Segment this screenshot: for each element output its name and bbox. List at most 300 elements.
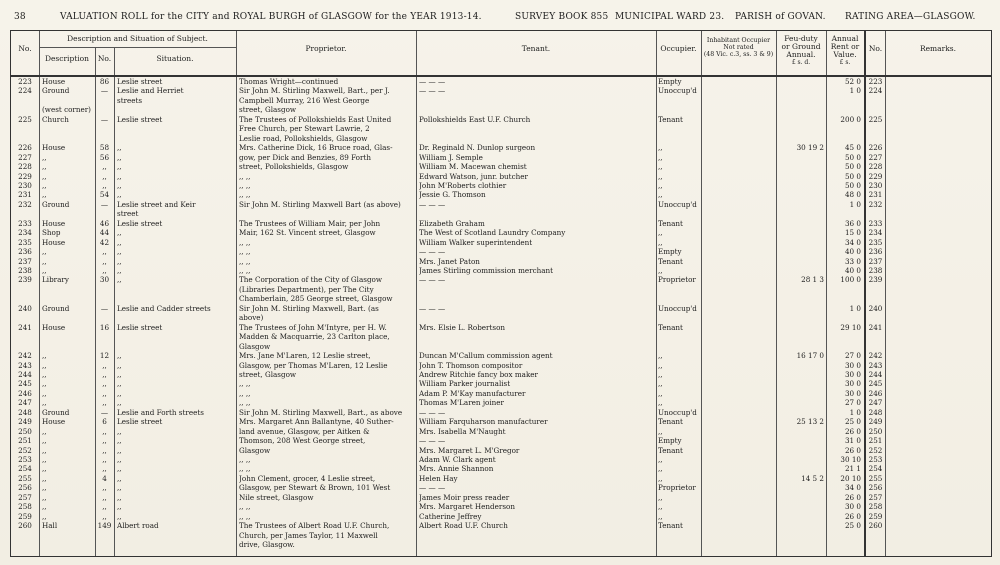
cell-entry-number-right: 247 xyxy=(868,398,883,408)
cell-house-number: 54 xyxy=(99,190,110,200)
cell-annual-value: 50 0 xyxy=(844,171,861,181)
cell-tenant: James Moir press reader xyxy=(419,492,510,502)
cell-house-number: ,, xyxy=(102,256,107,266)
cell-annual-value: 50 0 xyxy=(844,152,861,162)
cell-description: House xyxy=(42,237,66,247)
cell-tenant: — — — xyxy=(419,436,446,446)
cell-proprietor: Glasgow, per Stewart & Brown, 101 West xyxy=(239,483,391,493)
cell-annual-value: 30 0 xyxy=(844,502,861,512)
cell-annual-value: 30 10 xyxy=(840,455,861,464)
cell-proprietor: John Clement, grocer, 4 Leslie street, xyxy=(239,473,376,483)
cell-situation: ,, xyxy=(117,351,122,361)
table-row xyxy=(11,124,991,133)
cell-tenant: Mrs. Margaret L. M'Gregor xyxy=(419,445,520,455)
table-row xyxy=(11,181,991,190)
table-row xyxy=(11,540,991,549)
cell-house-number: — xyxy=(100,199,109,209)
cell-description: ,, xyxy=(42,256,47,266)
table-row xyxy=(11,228,991,237)
cell-description: ,, xyxy=(42,247,47,257)
cell-entry-number: 258 xyxy=(18,502,32,512)
cell-proprietor: ,, ,, xyxy=(239,190,251,200)
cell-tenant: William J. Semple xyxy=(419,152,483,162)
cell-situation: ,, xyxy=(117,473,122,483)
cell-entry-number-right: 260 xyxy=(868,521,883,531)
cell-house-number: — xyxy=(100,86,109,96)
cell-entry-number: 237 xyxy=(18,256,32,266)
cell-occupier: ,, xyxy=(658,369,663,379)
cell-proprietor: Glasgow xyxy=(239,341,271,351)
cell-proprietor: ,, ,, xyxy=(239,237,251,247)
cell-entry-number: 254 xyxy=(18,464,32,474)
cell-entry-number-right: 244 xyxy=(868,369,883,379)
cell-proprietor: ,, ,, xyxy=(239,511,251,521)
table-row xyxy=(11,96,991,105)
cell-situation: Leslie street xyxy=(117,218,163,228)
cell-tenant: John T. Thomson compositor xyxy=(419,360,523,370)
cell-entry-number: 238 xyxy=(18,266,32,275)
cell-description: House xyxy=(42,417,66,427)
cell-entry-number: 245 xyxy=(18,379,32,389)
cell-situation: ,, xyxy=(117,502,122,512)
cell-tenant: Elizabeth Graham xyxy=(419,218,485,228)
cell-house-number: 42 xyxy=(99,237,110,247)
cell-situation: ,, xyxy=(117,171,122,181)
cell-proprietor: Sir John M. Stirling Maxwell Bart (as above) xyxy=(239,199,401,209)
cell-occupier: Tenant xyxy=(658,322,683,332)
cell-entry-number: 228 xyxy=(18,162,32,172)
cell-occupier: Tenant xyxy=(658,218,683,228)
cell-description: Ground xyxy=(42,199,70,209)
cell-description: ,, xyxy=(42,398,47,408)
cell-entry-number: 225 xyxy=(18,114,32,124)
page-title: VALUATION ROLL for the CITY and ROYAL BURGH of GLASGOW for the YEAR 1913-14. xyxy=(60,12,482,22)
cell-house-number: ,, xyxy=(102,162,107,172)
cell-annual-value: 1 0 xyxy=(849,303,861,313)
cell-situation: ,, xyxy=(117,275,122,285)
cell-entry-number: 234 xyxy=(18,228,32,238)
cell-entry-number-right: 232 xyxy=(868,199,883,209)
cell-description: ,, xyxy=(42,379,47,389)
cell-description: ,, xyxy=(42,171,47,181)
cell-house-number: ,, xyxy=(102,180,107,190)
cell-situation: ,, xyxy=(117,190,122,200)
survey-book: SURVEY BOOK 855 xyxy=(515,12,609,22)
cell-annual-value: 29 10 xyxy=(840,322,861,332)
cell-tenant: Albert Road U.F. Church xyxy=(419,521,508,531)
cell-house-number: ,, xyxy=(102,247,107,257)
page-number: 38 xyxy=(14,12,26,22)
cell-occupier: Tenant xyxy=(658,256,683,266)
cell-entry-number: 260 xyxy=(18,521,32,531)
cell-entry-number: 243 xyxy=(18,360,32,370)
cell-entry-number-right: 253 xyxy=(868,455,883,464)
cell-occupier: ,, xyxy=(658,266,663,275)
cell-annual-value: 40 0 xyxy=(844,247,861,257)
cell-proprietor: ,, ,, xyxy=(239,398,251,408)
cell-house-number: 56 xyxy=(99,152,110,162)
cell-situation: ,, xyxy=(117,228,122,238)
cell-tenant: Mrs. Janet Paton xyxy=(419,256,480,266)
rating-area: RATING AREA—GLASGOW. xyxy=(845,12,976,22)
table-row xyxy=(11,474,991,483)
cell-entry-number-right: 225 xyxy=(868,114,883,124)
cell-situation: ,, xyxy=(117,492,122,502)
cell-entry-number-right: 257 xyxy=(868,492,883,502)
cell-situation: Albert road xyxy=(117,521,159,531)
cell-entry-number-right: 251 xyxy=(868,436,883,446)
table-row xyxy=(11,332,991,341)
cell-entry-number: 227 xyxy=(18,152,32,162)
cell-annual-value: 1 0 xyxy=(849,407,861,417)
cell-house-number: 58 xyxy=(99,143,110,153)
cell-description: Hall xyxy=(42,521,58,531)
cell-proprietor: The Trustees of William Mair, per John xyxy=(239,218,381,228)
cell-house-number: ,, xyxy=(102,464,107,474)
cell-proprietor: ,, ,, xyxy=(239,256,251,266)
cell-proprietor: ,, ,, xyxy=(239,464,251,474)
cell-house-number: ,, xyxy=(102,426,107,436)
cell-proprietor: ,, ,, xyxy=(239,266,251,275)
cell-feu-duty: 16 17 0 xyxy=(796,351,824,361)
cell-house-number: 44 xyxy=(99,228,110,238)
cell-tenant: — — — xyxy=(419,483,446,493)
cell-annual-value: 31 0 xyxy=(844,436,861,446)
cell-proprietor: Sir John M. Stirling Maxwell, Bart. (as xyxy=(239,303,379,313)
cell-proprietor: Mrs. Jane M'Laren, 12 Leslie street, xyxy=(239,351,371,361)
cell-entry-number: 231 xyxy=(18,190,32,200)
cell-house-number: ,, xyxy=(102,511,107,521)
cell-description: ,, xyxy=(42,152,47,162)
cell-house-number: ,, xyxy=(102,388,107,398)
cell-house-number: ,, xyxy=(102,171,107,181)
cell-tenant: Adam W. Clark agent xyxy=(419,455,496,464)
cell-entry-number-right: 234 xyxy=(868,228,883,238)
cell-situation: ,, xyxy=(117,436,122,446)
cell-situation: ,, xyxy=(117,237,122,247)
cell-entry-number: 230 xyxy=(18,180,32,190)
cell-proprietor: Glasgow, per Thomas M'Laren, 12 Leslie xyxy=(239,360,388,370)
cell-house-number: ,, xyxy=(102,436,107,446)
cell-situation: Leslie and Herriet xyxy=(117,86,184,96)
cell-occupier: ,, xyxy=(658,171,663,181)
cell-proprietor: ,, ,, xyxy=(239,388,251,398)
cell-proprietor: Madden & Macquarrie, 23 Carlton place, xyxy=(239,332,390,342)
cell-annual-value: 40 0 xyxy=(844,266,861,275)
cell-situation: ,, xyxy=(117,152,122,162)
cell-occupier: ,, xyxy=(658,502,663,512)
cell-proprietor: ,, ,, xyxy=(239,502,251,512)
cell-annual-value: 1 0 xyxy=(849,199,861,209)
table-row xyxy=(11,304,991,313)
cell-house-number: 30 xyxy=(99,275,110,285)
cell-proprietor: Sir John M. Stirling Maxwell, Bart., as above xyxy=(239,407,403,417)
cell-tenant: Mrs. Annie Shannon xyxy=(419,464,494,474)
cell-house-number: — xyxy=(100,407,109,417)
table-row xyxy=(11,313,991,322)
table-row xyxy=(11,266,991,275)
cell-feu-duty: 14 5 2 xyxy=(801,473,824,483)
cell-situation: streets xyxy=(117,95,143,105)
cell-annual-value: 34 0 xyxy=(844,483,861,493)
cell-annual-value: 26 0 xyxy=(844,492,861,502)
table-row xyxy=(11,323,991,332)
table-row xyxy=(11,86,991,95)
cell-tenant: William M. Macewan chemist xyxy=(419,162,527,172)
cell-annual-value: 26 0 xyxy=(844,511,861,521)
cell-occupier: ,, xyxy=(658,492,663,502)
cell-entry-number: 259 xyxy=(18,511,32,521)
cell-entry-number-right: 236 xyxy=(868,247,883,257)
cell-annual-value: 1 0 xyxy=(849,86,861,96)
table-row xyxy=(11,219,991,228)
cell-annual-value: 45 0 xyxy=(844,143,861,153)
cell-description: ,, xyxy=(42,511,47,521)
cell-tenant: William Walker superintendent xyxy=(419,237,533,247)
cell-situation: ,, xyxy=(117,388,122,398)
cell-situation: Leslie street xyxy=(117,322,163,332)
cell-house-number: ,, xyxy=(102,502,107,512)
cell-occupier: Proprietor xyxy=(658,275,696,285)
running-head xyxy=(0,10,1000,26)
cell-annual-value: 30 0 xyxy=(844,388,861,398)
cell-tenant: The West of Scotland Laundry Company xyxy=(419,228,566,238)
cell-tenant: Mrs. Isabella M'Naught xyxy=(419,426,506,436)
table-row xyxy=(11,143,991,152)
cell-description: ,, xyxy=(42,483,47,493)
cell-house-number: — xyxy=(100,303,109,313)
table-row xyxy=(11,247,991,256)
cell-entry-number: 223 xyxy=(18,77,32,86)
col-header-desc-group: Description and Situation of Subject. xyxy=(67,34,208,43)
table-row xyxy=(11,351,991,360)
cell-entry-number: 247 xyxy=(18,398,32,408)
cell-tenant: Duncan M'Callum commission agent xyxy=(419,351,553,361)
parish: PARISH of GOVAN. xyxy=(735,12,826,22)
cell-description: ,, xyxy=(42,426,47,436)
cell-situation: ,, xyxy=(117,162,122,172)
cell-situation: ,, xyxy=(117,426,122,436)
cell-description: (west corner) xyxy=(42,105,91,115)
cell-proprietor: Church, per James Taylor, 11 Maxwell xyxy=(239,530,378,540)
cell-house-number: ,, xyxy=(102,360,107,370)
cell-description: ,, xyxy=(42,190,47,200)
cell-entry-number-right: 259 xyxy=(868,511,883,521)
cell-entry-number: 248 xyxy=(18,407,32,417)
cell-house-number: ,, xyxy=(102,379,107,389)
table-row xyxy=(11,275,991,284)
table-row xyxy=(11,361,991,370)
cell-situation: ,, xyxy=(117,143,122,153)
cell-description: Church xyxy=(42,114,69,124)
col-header-tenant: Tenant. xyxy=(521,44,551,53)
cell-tenant: Catherine Jeffrey xyxy=(419,511,482,521)
cell-description: Ground xyxy=(42,86,70,96)
cell-description: ,, xyxy=(42,162,47,172)
cell-annual-value: 27 0 xyxy=(844,351,861,361)
table-row xyxy=(11,209,991,218)
table-row xyxy=(11,294,991,303)
cell-proprietor: ,, ,, xyxy=(239,180,251,190)
table-row xyxy=(11,105,991,114)
cell-proprietor: The Trustees of Albert Road U.F. Church, xyxy=(239,521,390,531)
cell-entry-number: 244 xyxy=(18,369,32,379)
cell-entry-number: 235 xyxy=(18,237,32,247)
cell-house-number: 16 xyxy=(99,322,110,332)
cell-house-number: ,, xyxy=(102,369,107,379)
cell-description: ,, xyxy=(42,455,47,464)
cell-annual-value: 25 0 xyxy=(844,521,861,531)
cell-occupier: ,, xyxy=(658,426,663,436)
table-row xyxy=(11,446,991,455)
cell-annual-value: 50 0 xyxy=(844,180,861,190)
cell-proprietor: Campbell Murray, 216 West George xyxy=(239,95,370,105)
cell-annual-value: 33 0 xyxy=(844,256,861,266)
cell-entry-number: 249 xyxy=(18,417,32,427)
cell-entry-number: 252 xyxy=(18,445,32,455)
cell-occupier: Unoccup'd xyxy=(658,199,697,209)
cell-entry-number-right: 245 xyxy=(868,379,883,389)
col-header-no: No. xyxy=(18,44,32,53)
cell-tenant: Adam P. M'Kay manufacturer xyxy=(419,388,526,398)
cell-entry-number-right: 258 xyxy=(868,502,883,512)
cell-tenant: Thomas M'Laren joiner xyxy=(419,398,504,408)
cell-feu-duty: 25 13 2 xyxy=(796,417,824,427)
cell-occupier: ,, xyxy=(658,228,663,238)
cell-tenant: — — — xyxy=(419,275,446,285)
cell-situation: ,, xyxy=(117,369,122,379)
cell-occupier: Tenant xyxy=(658,445,683,455)
cell-entry-number-right: 233 xyxy=(868,218,883,228)
table-row xyxy=(11,257,991,266)
cell-house-number: ,, xyxy=(102,483,107,493)
cell-tenant: Jessie G. Thomson xyxy=(419,190,486,200)
cell-annual-value: 26 0 xyxy=(844,445,861,455)
cell-occupier: Unoccup'd xyxy=(658,86,697,96)
cell-description: Shop xyxy=(42,228,61,238)
cell-description: ,, xyxy=(42,502,47,512)
cell-description: ,, xyxy=(42,369,47,379)
cell-proprietor: The Corporation of the City of Glasgow xyxy=(239,275,383,285)
cell-occupier: Empty xyxy=(658,436,682,446)
cell-entry-number: 256 xyxy=(18,483,32,493)
cell-proprietor: street, Glasgow xyxy=(239,105,297,115)
cell-entry-number-right: 237 xyxy=(868,256,883,266)
cell-tenant: Edward Watson, junr. butcher xyxy=(419,171,528,181)
cell-entry-number: 239 xyxy=(18,275,32,285)
cell-occupier: Unoccup'd xyxy=(658,303,697,313)
cell-house-number: — xyxy=(100,114,109,124)
cell-occupier: ,, xyxy=(658,388,663,398)
cell-entry-number: 229 xyxy=(18,171,32,181)
cell-proprietor: Mrs. Margaret Ann Ballantyne, 40 Suther- xyxy=(239,417,394,427)
col-header-description: Description xyxy=(44,54,90,63)
cell-entry-number-right: 246 xyxy=(868,388,883,398)
cell-description: Ground xyxy=(42,303,70,313)
cell-proprietor: ,, ,, xyxy=(239,247,251,257)
cell-situation: Leslie and Forth streets xyxy=(117,407,204,417)
cell-annual-value: 25 0 xyxy=(844,417,861,427)
cell-entry-number: 253 xyxy=(18,455,32,464)
cell-occupier: ,, xyxy=(658,455,663,464)
cell-entry-number-right: 238 xyxy=(868,266,883,275)
col-header-proprietor: Proprietor. xyxy=(305,44,347,53)
cell-entry-number-right: 254 xyxy=(868,464,883,474)
col-header-occupier: Occupier. xyxy=(660,44,697,53)
cell-entry-number: 250 xyxy=(18,426,32,436)
cell-occupier: ,, xyxy=(658,351,663,361)
cell-proprietor: ,, ,, xyxy=(239,379,251,389)
cell-proprietor: street, Glasgow xyxy=(239,369,297,379)
table-row xyxy=(11,389,991,398)
table-row xyxy=(11,483,991,492)
col-header-inhabitant: Inhabitant Occupier Not rated (48 Vic. c.3, ss. 3 & 9) xyxy=(703,37,774,58)
cell-occupier: Tenant xyxy=(658,114,683,124)
cell-proprietor: ,, ,, xyxy=(239,171,251,181)
cell-situation: street xyxy=(117,209,139,219)
cell-description: ,, xyxy=(42,388,47,398)
cell-entry-number: 242 xyxy=(18,351,32,361)
cell-proprietor: Free Church, per Stewart Lawrie, 2 xyxy=(239,124,370,134)
cell-description: House xyxy=(42,77,66,86)
cell-annual-value: 26 0 xyxy=(844,426,861,436)
cell-annual-value: 48 0 xyxy=(844,190,861,200)
cell-tenant: — — — xyxy=(419,303,446,313)
cell-occupier: ,, xyxy=(658,180,663,190)
table-row xyxy=(11,531,991,540)
cell-house-number: ,, xyxy=(102,445,107,455)
cell-occupier: ,, xyxy=(658,162,663,172)
cell-occupier: Empty xyxy=(658,247,682,257)
cell-occupier: ,, xyxy=(658,190,663,200)
cell-proprietor: The Trustees of Pollokshields East United xyxy=(239,114,392,124)
cell-situation: ,, xyxy=(117,445,122,455)
municipal-ward: MUNICIPAL WARD 23. xyxy=(615,12,725,22)
cell-description: ,, xyxy=(42,360,47,370)
cell-annual-value: 100 0 xyxy=(840,275,861,285)
cell-tenant: — — — xyxy=(419,199,446,209)
cell-description: ,, xyxy=(42,266,47,275)
cell-annual-value: 30 0 xyxy=(844,369,861,379)
cell-annual-value: 30 0 xyxy=(844,379,861,389)
cell-entry-number-right: 242 xyxy=(868,351,883,361)
cell-occupier: Unoccup'd xyxy=(658,407,697,417)
cell-house-number: 149 xyxy=(97,521,112,531)
cell-entry-number: 232 xyxy=(18,199,32,209)
cell-entry-number: 255 xyxy=(18,473,32,483)
cell-entry-number-right: 240 xyxy=(868,303,883,313)
col-header-no-right: No. xyxy=(868,44,883,53)
cell-entry-number-right: 226 xyxy=(868,143,883,153)
table-row xyxy=(11,115,991,124)
cell-occupier: ,, xyxy=(658,473,663,483)
cell-occupier: ,, xyxy=(658,152,663,162)
cell-proprietor: Leslie road, Pollokshields, Glasgow xyxy=(239,133,368,143)
cell-annual-value: 52 0 xyxy=(844,77,861,86)
cell-annual-value: 20 10 xyxy=(840,473,861,483)
cell-tenant: — — — xyxy=(419,407,446,417)
cell-situation: ,, xyxy=(117,360,122,370)
cell-proprietor: above) xyxy=(239,313,264,323)
cell-proprietor: Nile street, Glasgow xyxy=(239,492,314,502)
cell-tenant: — — — xyxy=(419,86,446,96)
cell-description: ,, xyxy=(42,351,47,361)
cell-annual-value: 21 1 xyxy=(844,464,861,474)
cell-entry-number-right: 223 xyxy=(868,77,883,86)
cell-house-number: 86 xyxy=(99,77,110,86)
cell-house-number: ,, xyxy=(102,492,107,502)
col-header-feu-duty: Feu-duty or Ground Annual. £ s. d. xyxy=(781,34,821,66)
